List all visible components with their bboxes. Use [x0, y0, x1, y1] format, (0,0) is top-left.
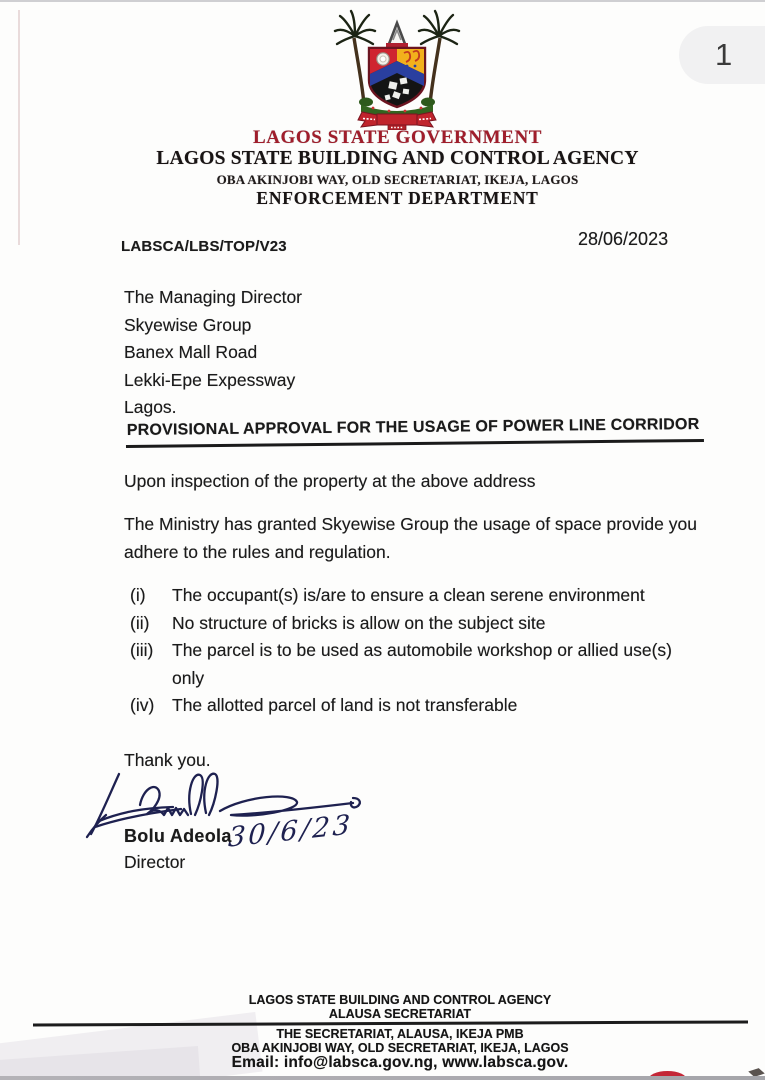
condition-text: The occupant(s) is/are to ensure a clean serene environment: [172, 585, 645, 605]
recipient-line: Lagos.: [124, 397, 177, 417]
condition-marker: (i): [130, 585, 146, 605]
condition-item: [130, 692, 692, 720]
reference-number: LABSCA/LBS/TOP/V23: [121, 238, 287, 255]
footer-agency-name: LAGOS STATE BUILDING AND CONTROL AGENCY: [248, 993, 552, 1007]
footer-secretariat: ALAUSA SECRETARIAT: [328, 1007, 472, 1021]
recipient-address-block: [124, 284, 302, 422]
letterhead-department: ENFORCEMENT DEPARTMENT: [256, 188, 539, 208]
condition-marker: (ii): [130, 612, 150, 633]
scan-bottom-edge: [0, 1076, 765, 1080]
page-number: 1: [715, 37, 733, 72]
condition-item: [130, 610, 692, 638]
letter-date: 28/06/2023: [578, 229, 669, 249]
footer-address-line-2: OBA AKINJOBI WAY, OLD SECRETARIAT, IKEJA, LAGOS: [231, 1041, 569, 1055]
footer-contact-line: Email: info@labsca.gov.ng, www.labsca.gov.: [231, 1054, 569, 1071]
footer-divider-line: [33, 1020, 748, 1026]
condition-text: No structure of bricks is allow on the subject site: [172, 612, 546, 633]
recipient-line: Banex Mall Road: [124, 342, 258, 362]
recipient-line: Skyewise Group: [124, 314, 252, 335]
condition-item: [130, 582, 692, 610]
closing-line: Thank you.: [124, 750, 211, 770]
handwritten-date: 30/6/23: [227, 809, 354, 854]
condition-marker: (iv): [130, 695, 155, 715]
page-number-badge: [679, 26, 765, 84]
condition-item: [130, 637, 692, 692]
condition-text: The allotted parcel of land is not transferable: [172, 695, 518, 715]
lagos-coat-of-arms-icon: [333, 8, 461, 130]
recipient-line: The Managing Director: [124, 287, 302, 307]
signatory-name: Bolu Adeola: [124, 826, 232, 846]
condition-marker: (iii): [130, 640, 154, 660]
signatory-title: Director: [124, 852, 186, 872]
subject-text: PROVISIONAL APPROVAL FOR THE USAGE OF POWER LINE CORRIDOR: [126, 416, 704, 448]
letterhead-agency-name: LAGOS STATE BUILDING AND CONTROL AGENCY: [156, 148, 639, 169]
body-paragraph-2: The Ministry has granted Skyewise Group the usage of space provide you adhere to the rules and regulation.: [124, 514, 697, 562]
conditions-list: [130, 582, 692, 720]
recipient-line: Lekki-Epe Expessway: [124, 369, 296, 390]
body-paragraph-1: Upon inspection of the property at the above address: [124, 471, 536, 491]
scan-top-edge: [0, 0, 765, 2]
condition-text: The parcel is to be used as automobile workshop or allied use(s) only: [172, 640, 672, 688]
letterhead-government-title: LAGOS STATE GOVERNMENT: [252, 127, 543, 148]
footer-address-line-1: THE SECRETARIAT, ALAUSA, IKEJA PMB: [276, 1027, 524, 1041]
subject-line: [126, 416, 704, 448]
letterhead-address: OBA AKINJOBI WAY, OLD SECRETARIAT, IKEJA, LAGOS: [216, 172, 579, 187]
